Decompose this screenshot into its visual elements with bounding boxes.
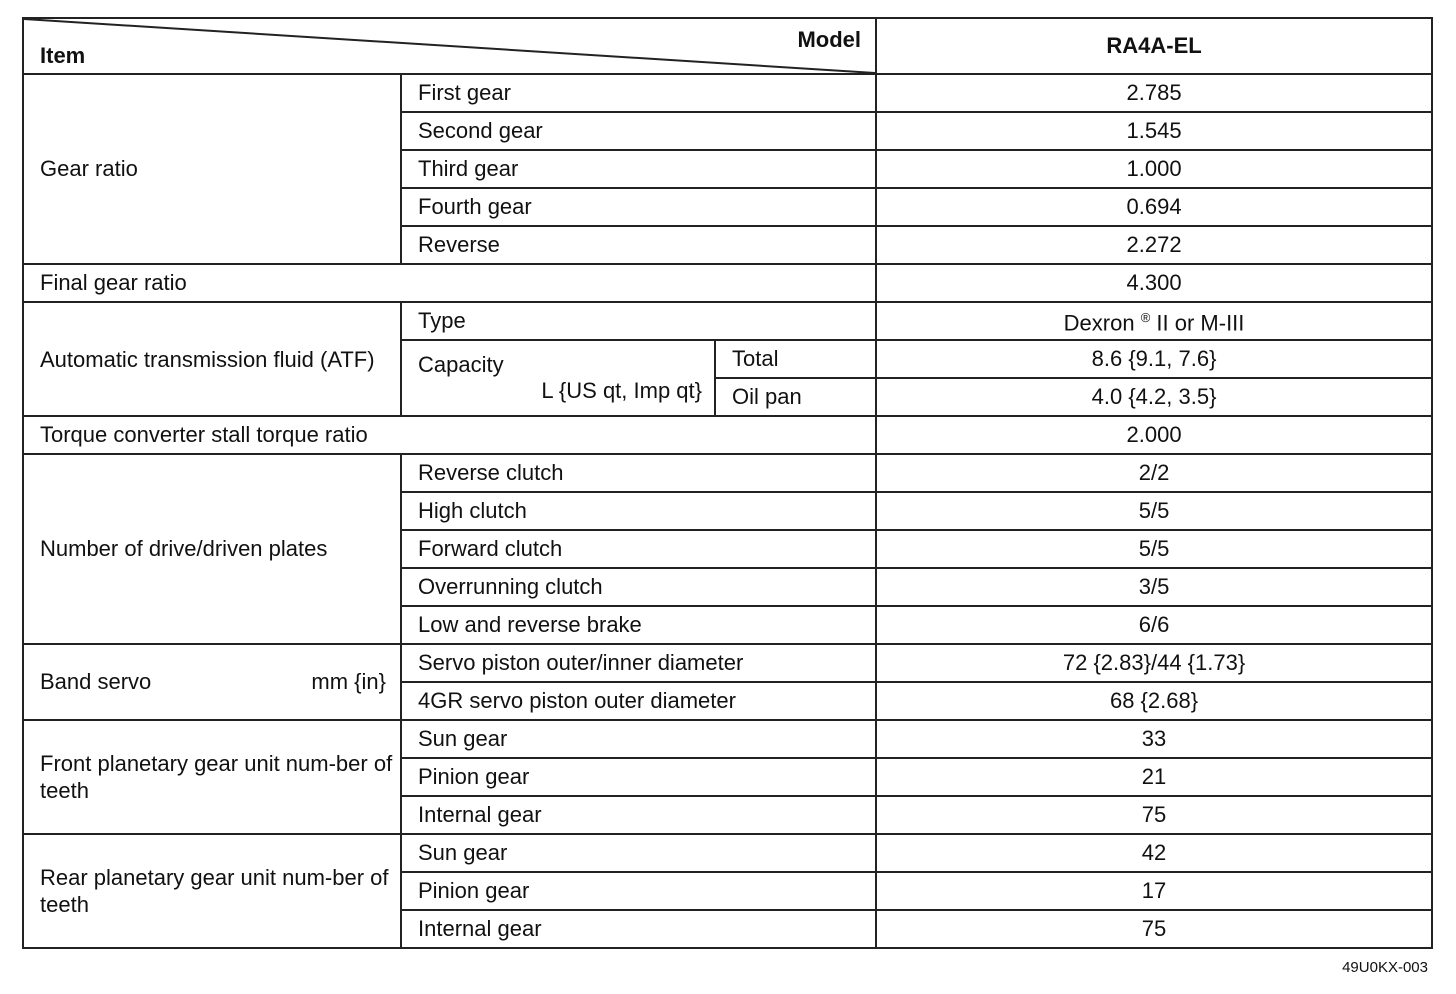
atf-oilpan-label: Oil pan — [715, 378, 876, 416]
row-label: Sun gear — [401, 834, 876, 872]
row-value: 75 — [876, 796, 1432, 834]
atf-type-label: Type — [401, 302, 876, 340]
row-value: 5/5 — [876, 530, 1432, 568]
atf-label: Automatic transmission fluid (ATF) — [23, 302, 401, 416]
rear-planetary-label: Rear planetary gear unit num-ber of teeth — [23, 834, 401, 948]
stall-label: Torque converter stall torque ratio — [23, 416, 876, 454]
row-label: Overrunning clutch — [401, 568, 876, 606]
row-value: 2/2 — [876, 454, 1432, 492]
row-label: First gear — [401, 74, 876, 112]
row-value: 72 {2.83}/44 {1.73} — [876, 644, 1432, 682]
gear-ratio-label: Gear ratio — [23, 74, 401, 264]
row-value: 42 — [876, 834, 1432, 872]
row-value: 1.000 — [876, 150, 1432, 188]
row-value: 2.272 — [876, 226, 1432, 264]
row-label: Reverse clutch — [401, 454, 876, 492]
row-label: Internal gear — [401, 796, 876, 834]
row-label: Internal gear — [401, 910, 876, 948]
row-label: Forward clutch — [401, 530, 876, 568]
row-value: 1.545 — [876, 112, 1432, 150]
row-label: Servo piston outer/inner diameter — [401, 644, 876, 682]
final-gear-value: 4.300 — [876, 264, 1432, 302]
row-value: 17 — [876, 872, 1432, 910]
row-value: 5/5 — [876, 492, 1432, 530]
row-label: Sun gear — [401, 720, 876, 758]
atf-oilpan-value: 4.0 {4.2, 3.5} — [876, 378, 1432, 416]
atf-capacity-label: Capacity — [418, 352, 504, 377]
table-row — [23, 720, 1432, 758]
figure-code: 49U0KX-003 — [1342, 959, 1428, 976]
final-gear-label: Final gear ratio — [23, 264, 876, 302]
row-label: Third gear — [401, 150, 876, 188]
diagonal-line — [24, 19, 875, 73]
item-header: Item — [40, 43, 86, 68]
table-row — [23, 302, 1432, 340]
row-value: 68 {2.68} — [876, 682, 1432, 720]
atf-total-label: Total — [715, 340, 876, 378]
row-value: 3/5 — [876, 568, 1432, 606]
row-label: Second gear — [401, 112, 876, 150]
header-diagonal-cell — [23, 18, 876, 74]
plates-label: Number of drive/driven plates — [23, 454, 401, 644]
band-servo-label: Band servo — [40, 669, 152, 694]
table-row — [23, 264, 1432, 302]
atf-type-value: Dexron ® II or M-III — [876, 302, 1432, 340]
row-value: 2.785 — [876, 74, 1432, 112]
row-label: Pinion gear — [401, 872, 876, 910]
row-label: Low and reverse brake — [401, 606, 876, 644]
row-value: 21 — [876, 758, 1432, 796]
model-header: Model — [797, 27, 862, 52]
row-label: Fourth gear — [401, 188, 876, 226]
row-label: 4GR servo piston outer diameter — [401, 682, 876, 720]
table-row — [23, 416, 1432, 454]
row-value: 75 — [876, 910, 1432, 948]
row-value: 6/6 — [876, 606, 1432, 644]
row-label: Reverse — [401, 226, 876, 264]
table-row — [23, 644, 1432, 682]
spec-table — [22, 17, 1433, 949]
header-row — [23, 18, 1432, 74]
table-row — [23, 74, 1432, 112]
front-planetary-label: Front planetary gear unit num-ber of teeth — [23, 720, 401, 834]
band-servo-cell — [23, 644, 401, 720]
row-value: 33 — [876, 720, 1432, 758]
atf-total-value: 8.6 {9.1, 7.6} — [876, 340, 1432, 378]
row-label: High clutch — [401, 492, 876, 530]
atf-capacity-unit: L {US qt, Imp qt} — [541, 378, 702, 403]
table-row — [23, 834, 1432, 872]
row-value: 0.694 — [876, 188, 1432, 226]
band-servo-unit: mm {in} — [311, 669, 386, 694]
stall-value: 2.000 — [876, 416, 1432, 454]
table-row — [23, 454, 1432, 492]
model-name: RA4A-EL — [876, 18, 1432, 74]
row-label: Pinion gear — [401, 758, 876, 796]
atf-capacity-cell — [401, 340, 715, 416]
